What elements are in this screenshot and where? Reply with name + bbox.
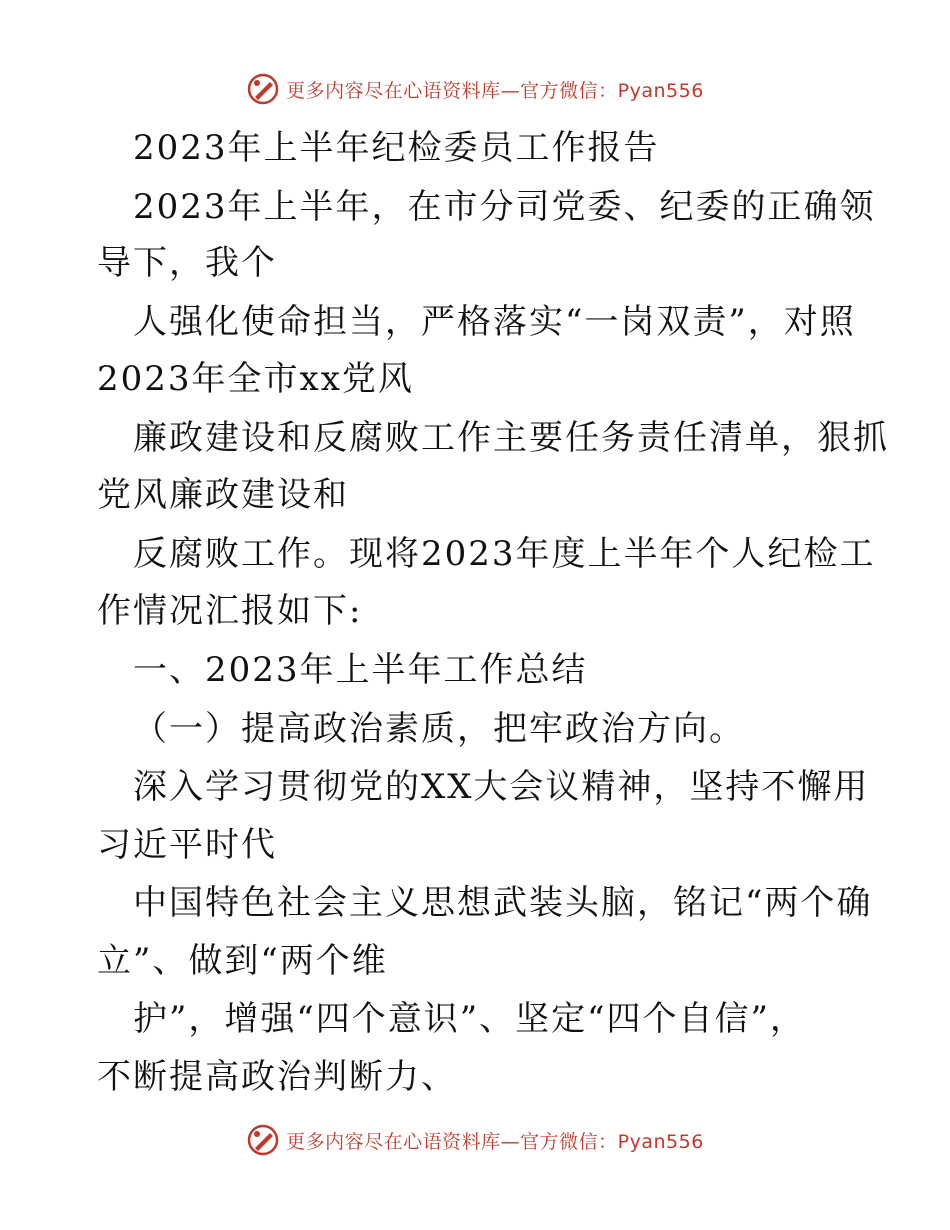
paragraph-line: 深入学习贯彻党的XX大会议精神，坚持不懈用: [133, 767, 870, 807]
watermark-text: 更多内容尽在心语资料库—官方微信：Pyan556: [286, 79, 704, 102]
watermark-footer: [0, 1123, 950, 1157]
paragraph-line: 导下，我个: [97, 243, 277, 283]
paragraph-line: 不断提高政治判断力、: [97, 1057, 457, 1097]
paragraph-line: 作情况汇报如下:: [97, 591, 363, 631]
pen-seal-icon: [246, 1123, 280, 1157]
watermark-header: [0, 72, 950, 106]
paragraph-line: 2023年全市xx党风: [97, 359, 414, 399]
paragraph-line: 人强化使命担当，严格落实“一岗双责”，对照: [133, 302, 856, 342]
paragraph-line: 护”，增强“四个意识”、坚定“四个自信”，: [133, 999, 806, 1039]
paragraph-line: 习近平时代: [97, 825, 277, 865]
paragraph-line: 反腐败工作。现将2023年度上半年个人纪检工: [133, 534, 876, 574]
paragraph-line: 廉政建设和反腐败工作主要任务责任清单，狠抓: [133, 418, 889, 458]
subsection-heading: （一）提高政治素质，把牢政治方向。: [133, 709, 745, 749]
paragraph-line: 党风廉政建设和: [97, 475, 349, 515]
section-heading: 一、2023年上半年工作总结: [133, 650, 588, 690]
document-title: 2023年上半年纪检委员工作报告: [133, 128, 660, 168]
watermark-text: 更多内容尽在心语资料库—官方微信：Pyan556: [286, 1130, 704, 1153]
paragraph-line: 2023年上半年，在市分司党委、纪委的正确领: [133, 187, 876, 227]
pen-seal-icon: [246, 72, 280, 106]
paragraph-line: 中国特色社会主义思想武装头脑，铭记“两个确: [133, 883, 873, 923]
paragraph-line: 立”、做到“两个维: [97, 941, 388, 981]
